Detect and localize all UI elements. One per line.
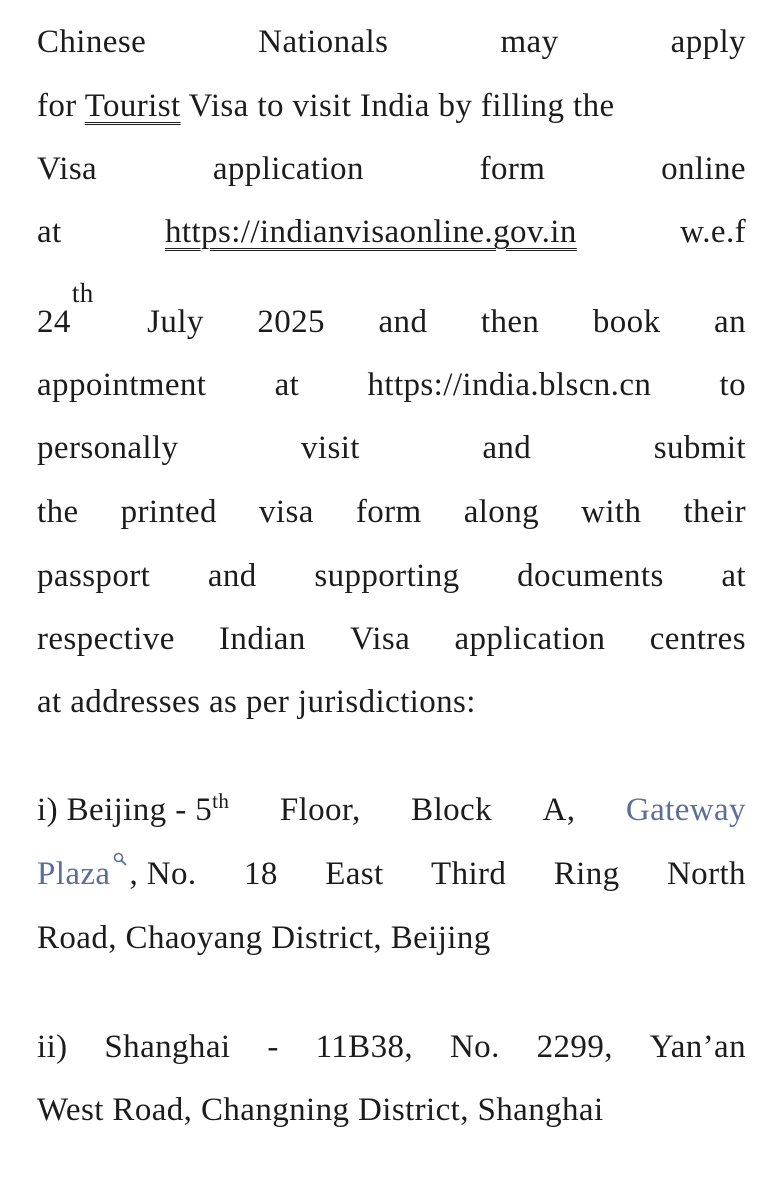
word: with: [581, 494, 642, 530]
appointment-url: https://india.blscn.cn: [367, 367, 652, 403]
visa-website-link[interactable]: https://indianvisaonline.gov.in: [165, 214, 577, 250]
text-segment: Floor,: [279, 792, 361, 828]
word: their: [683, 494, 746, 530]
word: and: [378, 304, 428, 340]
word: Visa: [37, 151, 98, 187]
gateway-plaza-link-part-1[interactable]: Gateway: [625, 792, 746, 828]
beijing-address-line-2: [37, 848, 746, 900]
word: No.: [449, 1029, 500, 1065]
day-number: 24: [37, 304, 71, 340]
text-segment: Block: [411, 792, 492, 828]
paragraph-line-7: [37, 422, 746, 474]
word: at: [37, 214, 62, 250]
word: respective: [37, 621, 175, 657]
search-icon[interactable]: [113, 830, 127, 844]
word: East: [325, 856, 384, 892]
word: documents: [517, 558, 664, 594]
text-segment: for: [37, 88, 85, 124]
word: passport: [37, 558, 151, 594]
word: Shanghai: [104, 1029, 231, 1065]
word: the: [37, 494, 79, 530]
word: w.e.f: [680, 214, 746, 250]
day-ordinal-suffix: th: [71, 278, 94, 308]
word: may: [500, 24, 559, 60]
beijing-prefix: [37, 784, 229, 836]
floor-ordinal-suffix: th: [212, 789, 230, 813]
word: application: [454, 621, 606, 657]
paragraph-line-4: [37, 206, 746, 258]
text-segment: , No.: [129, 856, 197, 892]
word: an: [714, 304, 746, 340]
tourist-word: Tourist: [84, 88, 181, 124]
word: at: [721, 558, 746, 594]
word: printed: [120, 494, 217, 530]
word: Indian: [219, 621, 306, 657]
word: to: [719, 367, 746, 403]
word: 18: [243, 856, 278, 892]
word: Chinese: [37, 24, 147, 60]
word: book: [592, 304, 661, 340]
gateway-plaza-link-part-2[interactable]: Plaza: [37, 856, 111, 892]
word: and: [482, 430, 532, 466]
word: and: [207, 558, 257, 594]
word: visa: [258, 494, 314, 530]
word: at: [274, 367, 300, 403]
word: supporting: [314, 558, 460, 594]
shanghai-address-line-2: West Road, Changning District, Shanghai: [37, 1092, 604, 1128]
word: Third: [431, 856, 507, 892]
word: 2299,: [536, 1029, 613, 1065]
text-segment: i) Beijing - 5: [37, 792, 213, 828]
paragraph-line-10: [37, 613, 746, 665]
word: North: [666, 856, 746, 892]
word: 11B38,: [315, 1029, 414, 1065]
paragraph-line-3: [37, 143, 746, 195]
word: ii): [37, 1029, 68, 1065]
word: along: [463, 494, 540, 530]
paragraph-line-11: at addresses as per jurisdictions:: [37, 684, 476, 720]
word: Ring: [553, 856, 620, 892]
word: online: [661, 151, 746, 187]
shanghai-address-line-1: [37, 1021, 746, 1073]
word: visit: [300, 430, 360, 466]
beijing-address-line-3: Road, Chaoyang District, Beijing: [37, 920, 491, 956]
paragraph-line-6: [37, 359, 746, 411]
word: Nationals: [258, 24, 389, 60]
paragraph-line-8: [37, 486, 746, 538]
word: apply: [670, 24, 746, 60]
word: form: [355, 494, 422, 530]
word: July: [147, 304, 204, 340]
paragraph-line-2: [37, 80, 746, 132]
word: -: [267, 1029, 279, 1065]
paragraph-line-1: [37, 16, 746, 68]
word: 2025: [257, 304, 325, 340]
text-segment: A,: [542, 792, 576, 828]
text-segment: Visa to visit India by filling the: [180, 88, 615, 124]
word: form: [479, 151, 546, 187]
word: Visa: [350, 621, 411, 657]
beijing-address-line-1: [37, 784, 746, 836]
word: Yan’an: [649, 1029, 746, 1065]
word: then: [480, 304, 540, 340]
paragraph-line-5: [37, 278, 746, 348]
date-day: [37, 278, 94, 348]
word: centres: [649, 621, 746, 657]
paragraph-line-9: [37, 550, 746, 602]
word: personally: [37, 430, 179, 466]
word: application: [212, 151, 364, 187]
plaza-group: [37, 848, 197, 900]
word: appointment: [37, 367, 207, 403]
word: submit: [653, 430, 746, 466]
